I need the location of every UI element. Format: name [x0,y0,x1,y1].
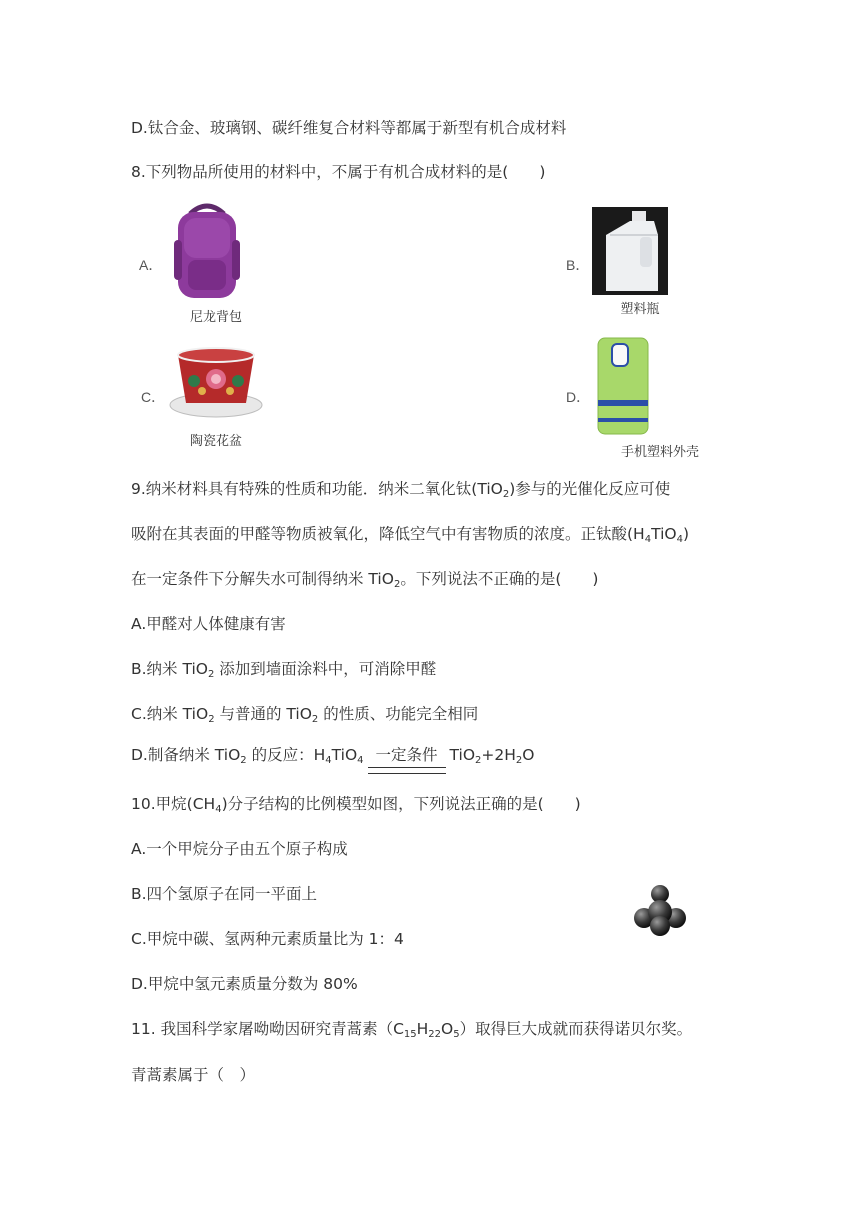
q9-stem-line-2: 吸附在其表面的甲醛等物质被氧化，降低空气中有害物质的浓度。正钛酸$(H_4TiO_4)$ [131,525,690,545]
q8-stem: 8.下列物品所使用的材料中，不属于有机合成材料的是( ) [131,163,546,181]
q11-stem-line-1: 11. 我国科学家屠呦呦因研究青蒿素$(C_{15}H_{22}O_5)$取得巨大成就而获得诺贝尔奖。 [131,1020,693,1040]
methane-ball-model-image [632,882,688,938]
nylon-backpack-image [168,200,246,302]
q9-option-d: D.制备纳米 TiO$_2$ 的反应：$H_4TiO_4$ 一定条件 $TiO_2+2H_2O$ [131,743,535,767]
q8-option-d-letter: D． [566,389,591,405]
plastic-bottle-image [592,207,668,295]
q8-option-c-caption: 陶瓷花盆 [189,434,242,449]
q10-option-d: D.甲烷中氢元素质量分数为 80% [131,975,358,993]
q10-option-c: C.甲烷中碳、氢两种元素质量比为 1：4 [131,930,404,948]
q9-stem-line-3: 在一定条件下分解失水可制得纳米 TiO$_2$。下列说法不正确的是( ) [131,570,599,590]
q9-option-a: A.甲醛对人体健康有害 [131,615,286,633]
q8-option-c-letter: C． [141,389,166,405]
q8-option-d-caption: 手机塑料外壳 [620,445,699,460]
reaction-condition-arrow: 一定条件 [372,743,442,767]
q9-option-c: C.纳米 TiO$_2$ 与普通的 TiO$_2$ 的性质、功能完全相同 [131,705,479,725]
q8-option-b-letter: B． [566,257,590,273]
q10-option-a: A.一个甲烷分子由五个原子构成 [131,840,348,858]
q8-option-b-caption: 塑料瓶 [620,302,660,317]
ceramic-flower-pot-image [168,345,264,421]
q8-option-a-letter: A． [139,257,163,273]
q11-stem-line-2: 青蒿素属于（ ） [131,1066,256,1084]
q7-option-d: D.钛合金、玻璃钢、碳纤维复合材料等都属于新型有机合成材料 [131,119,567,137]
q9-option-b: B.纳米 TiO$_2$ 添加到墙面涂料中，可消除甲醛 [131,660,437,680]
q8-option-a-caption: 尼龙背包 [189,310,242,325]
q10-stem: 10.甲烷$(CH_4)$分子结构的比例模型如图，下列说法正确的是( ) [131,795,581,815]
phone-plastic-case-image [596,336,650,436]
q9-stem-line-1: 9.纳米材料具有特殊的性质和功能．纳米二氧化钛(TiO$_2$)参与的光催化反应可使 [131,480,671,500]
q10-option-b: B.四个氢原子在同一平面上 [131,885,318,903]
